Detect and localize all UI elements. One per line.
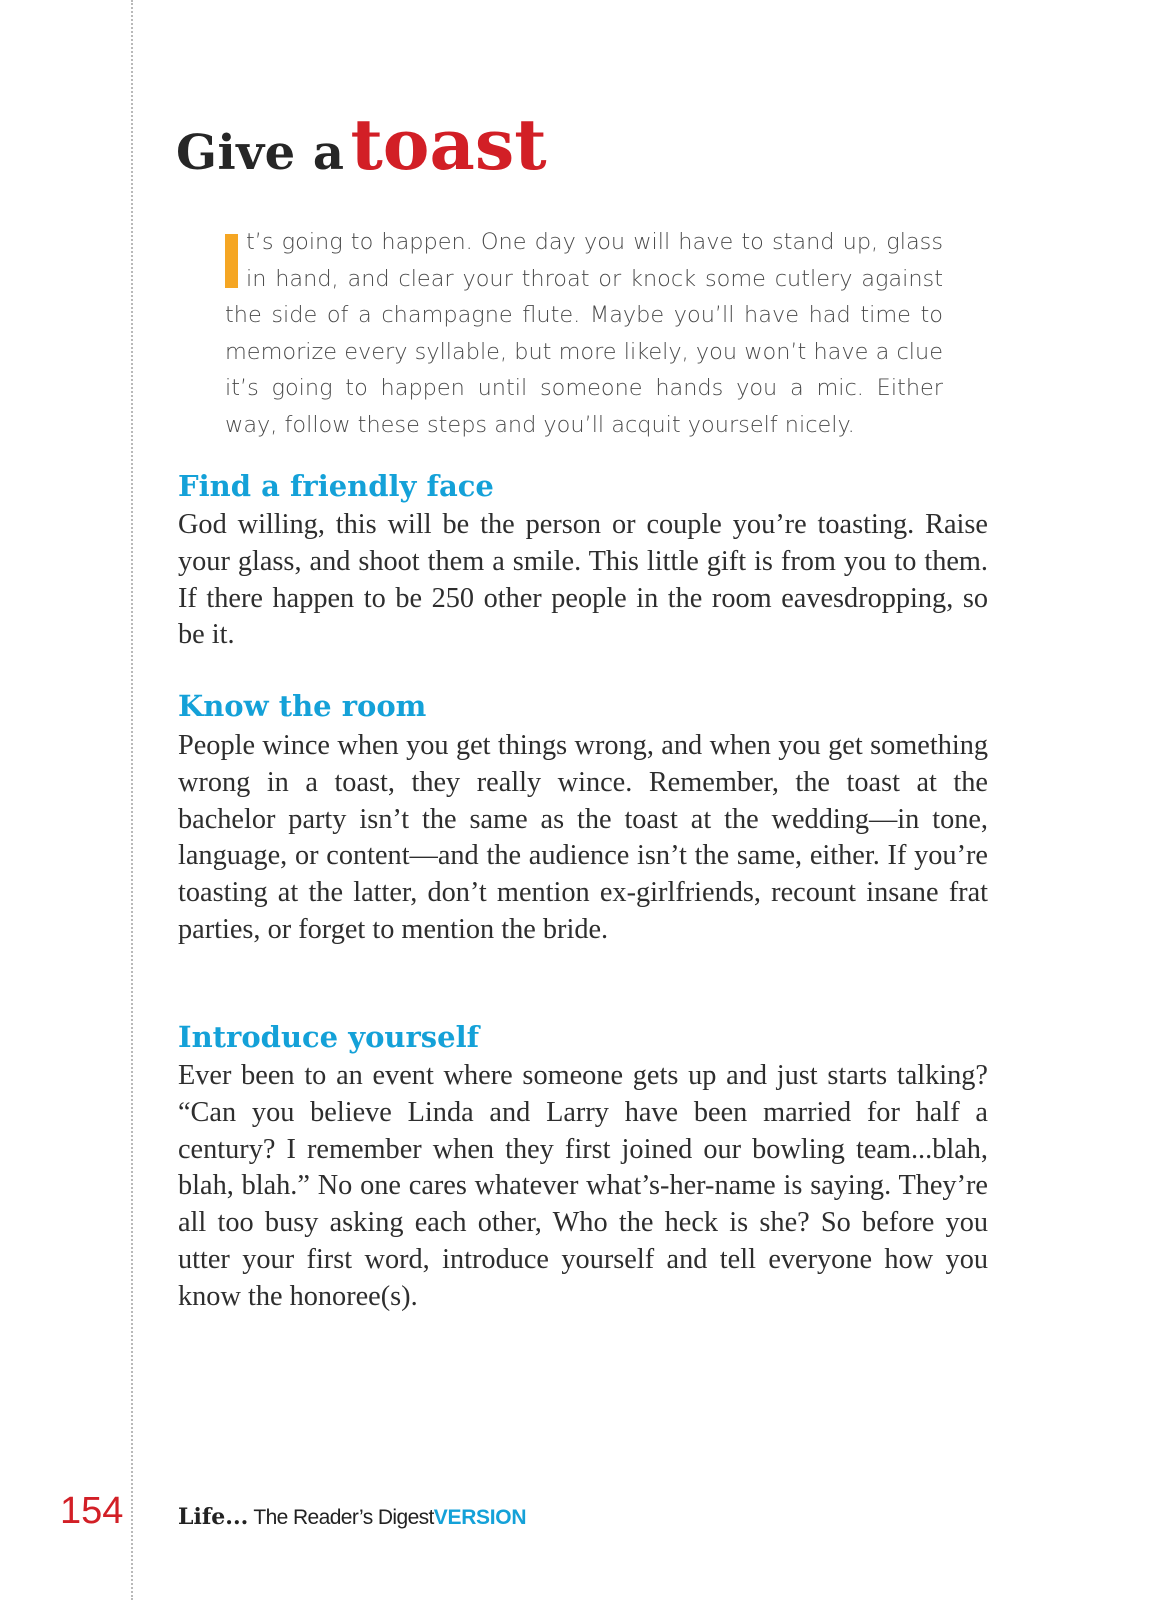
margin-dotted-rule xyxy=(131,0,133,1600)
page-number: 154 xyxy=(60,1490,124,1532)
page-title-emphasis: toast xyxy=(350,103,547,186)
intro-paragraph xyxy=(225,224,943,444)
brand-life-text: Life... xyxy=(178,1504,249,1530)
page-title-lead: Give a xyxy=(176,125,345,181)
footer-brand-logo xyxy=(178,1506,526,1528)
section-body-know-the-room: People wince when you get things wrong, and when you get something wrong in a toast, they really wince. Remember, the toast at the bachelor party isn’t the same as the toast at the wedding—in tone, language, or content—and the audience isn’t the same, either. If you’re toasting at the latter, don’t mention ex-girlfriends, recount insane frat parties, or forget to mention the bride. xyxy=(178,730,988,945)
drop-cap xyxy=(225,234,238,288)
section-body-introduce-yourself: Ever been to an event where someone gets up and just starts talking? “Can you believe Linda and Larry have been married for half a century? I remember when they first joined our bowling team...blah, blah, blah.” No one cares whatever what’s-her-name is saying. They’re all too busy asking each other, Who the heck is she? So before you utter your first word, introduce yourself and tell everyone how you know the honoree(s). xyxy=(178,1060,988,1312)
brand-readers-digest-text: The Reader’s Digest xyxy=(253,1506,434,1529)
page-title xyxy=(176,103,547,186)
brand-version-text: VERSION xyxy=(433,1506,527,1529)
section-body-friendly-face: God willing, this will be the person or couple you’re toasting. Raise your glass, and shoot them a smile. This little gift is from you to them. If there happen to be 250 other people in the room eavesdropping, so be it. xyxy=(178,509,988,651)
section-heading-friendly-face: Find a friendly face xyxy=(178,469,494,503)
section-heading-introduce-yourself: Introduce yourself xyxy=(178,1020,480,1054)
section-heading-know-the-room: Know the room xyxy=(178,689,427,723)
intro-text: t’s going to happen. One day you will have to stand up, glass in hand, and clear your throat or knock some cutlery against the side of a champagne flute. Maybe you’ll have had time to memorize every syllable, but more likely, you won’t have a clue it’s going to happen until someone hands you a mic. Either way, follow these steps and you’ll acquit yourself nicely. xyxy=(225,229,943,438)
